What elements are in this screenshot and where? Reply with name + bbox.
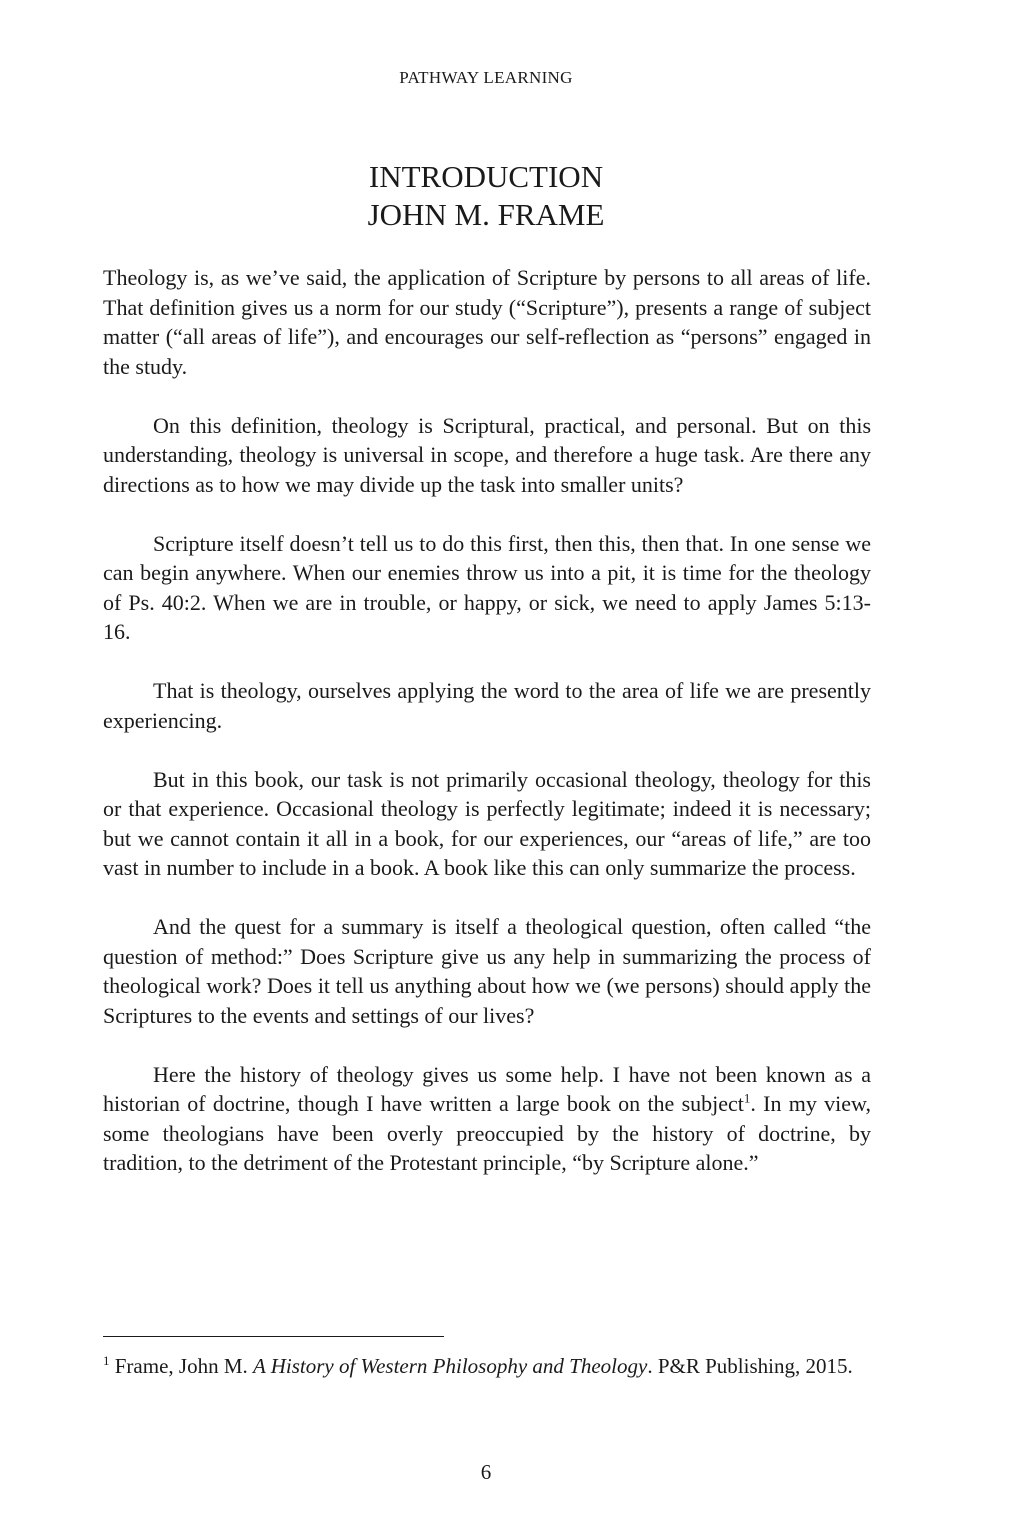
chapter-title [0,158,972,234]
paragraph-text: Here the history of theology gives us some help. I have not been known as a historian of doctrine, though I have written a large book on the subject [103,1061,871,1116]
footnote-book-title: A History of Western Philosophy and Theology [253,1354,648,1378]
paragraph-text: . In my view, some theologians have been overly preoccupied by the history of doctrine, by tradition, to the detriment of the Protestant principle, “by Scripture alone.” [103,1091,871,1175]
footnote-reference[interactable]: 1 [743,1090,751,1106]
paragraph: Scripture itself doesn’t tell us to do this first, then this, then that. In one sense we can begin anywhere. When our enemies throw us into a pit, it is time for the theology of Ps. 40:2. When we are in trouble, or happy, or sick, we need to apply James 5:13-16. [103,530,871,644]
chapter-author-line: JOHN M. FRAME [367,197,605,232]
body-text [103,263,871,1207]
footnote-divider [103,1336,444,1337]
footnote-number: 1 [103,1353,110,1368]
paragraph: On this definition, theology is Scriptural, practical, and personal. But on this understanding, theology is universal in scope, and therefore a huge task. Are there any directions as to how we may divide up the task into smaller units? [103,412,871,497]
footnote [103,1352,871,1380]
paragraph: And the quest for a summary is itself a theological question, often called “the question of method:” Does Scripture give us any help in summarizing the process of theological work? Does it tell us anything about how we (we persons) should apply the Scriptures to the events and settings of our lives? [103,914,871,1028]
page-number: 6 [480,1460,492,1484]
running-head: PATHWAY LEARNING [399,68,573,87]
paragraph: That is theology, ourselves applying the word to the area of life we are presently experiencing. [103,678,871,733]
footnote-author: Frame, John M. [109,1354,253,1378]
chapter-title-line: INTRODUCTION [368,159,604,194]
paragraph: Theology is, as we’ve said, the application of Scripture by persons to all areas of life. That definition gives us a norm for our study (“Scripture”), presents a range of subject matter (“all areas of life”), and encourages our self-reflection as “persons” engaged in the study. [103,265,871,379]
paragraph: But in this book, our task is not primarily occasional theology, theology for this or that experience. Occasional theology is perfectly legitimate; indeed it is necessary; but we cannot contain it all in a book, for our experiences, our “areas of life,” are too vast in number to include in a book. A book like this can only summarize the process. [103,766,871,880]
footnote-publisher: . P&R Publishing, 2015. [647,1354,853,1378]
paragraph [103,1060,871,1178]
